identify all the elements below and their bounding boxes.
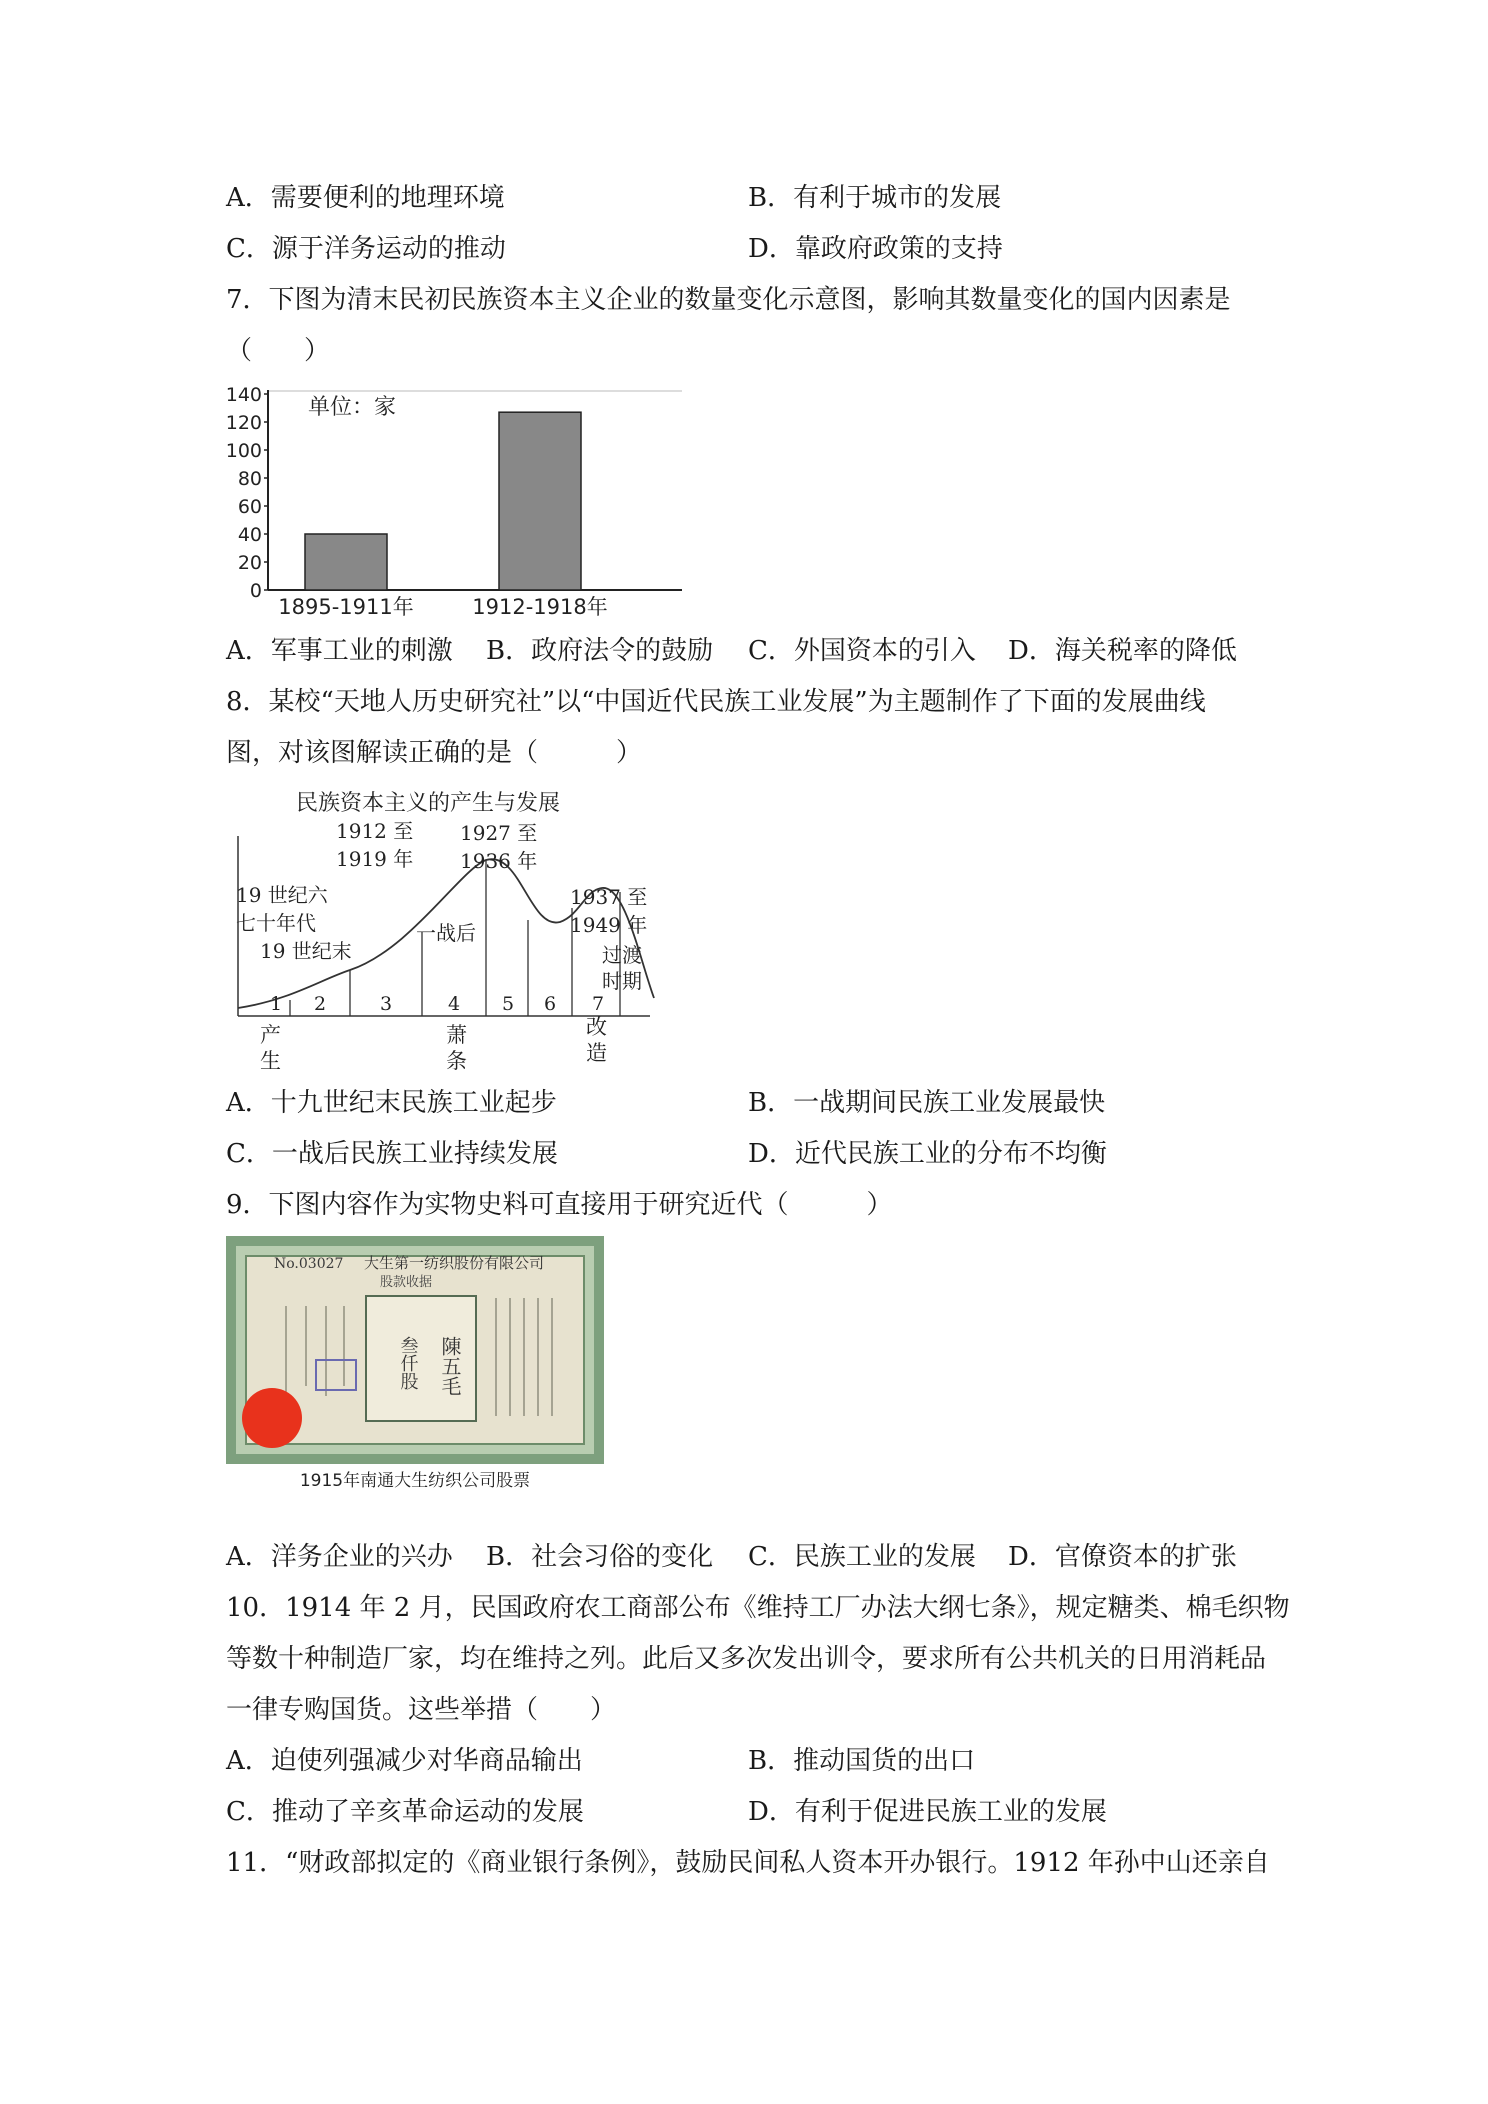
q8-stem-line-2: 图，对该图解读正确的是（ ） bbox=[226, 738, 643, 768]
shareholder-name: 陳五毛 bbox=[438, 1336, 462, 1396]
bar bbox=[499, 412, 581, 590]
stage-number: 7 bbox=[592, 993, 605, 1015]
chart-top-border bbox=[268, 390, 682, 392]
q6-option-a[interactable]: A．需要便利的地理环境 bbox=[226, 183, 505, 213]
bars bbox=[305, 412, 581, 590]
q9-option-d[interactable]: D．官僚资本的扩张 bbox=[1008, 1542, 1237, 1572]
q7-option-d[interactable]: D．海关税率的降低 bbox=[1008, 636, 1237, 666]
label-19c-end: 19 世纪末 bbox=[260, 939, 352, 963]
q7-bar-chart bbox=[222, 384, 684, 620]
stage-number: 3 bbox=[380, 993, 393, 1015]
bottom-label-chan: 产 bbox=[260, 1023, 281, 1047]
q10-option-b[interactable]: B．推动国货的出口 bbox=[748, 1746, 976, 1776]
q9-option-b[interactable]: B．社会习俗的变化 bbox=[486, 1542, 714, 1572]
stage-number: 1 bbox=[270, 993, 283, 1015]
q10-option-d[interactable]: D．有利于促进民族工业的发展 bbox=[748, 1797, 1107, 1827]
q8-development-curve-diagram bbox=[230, 780, 670, 1070]
q6-option-c[interactable]: C．源于洋务运动的推动 bbox=[226, 234, 506, 264]
q7-option-c[interactable]: C．外国资本的引入 bbox=[748, 636, 976, 666]
q8-option-a[interactable]: A．十九世纪末民族工业起步 bbox=[226, 1088, 557, 1118]
q8-option-c[interactable]: C．一战后民族工业持续发展 bbox=[226, 1139, 558, 1169]
label-1937-b: 1949 年 bbox=[570, 913, 648, 937]
bar bbox=[305, 534, 387, 590]
label-1927-b: 1936 年 bbox=[460, 849, 538, 873]
y-tick-label: 100 bbox=[225, 440, 262, 462]
q7-stem-line-2: （ ） bbox=[226, 336, 331, 366]
label-transition-b: 时期 bbox=[602, 969, 642, 993]
q8-option-b[interactable]: B．一战期间民族工业发展最快 bbox=[748, 1088, 1106, 1118]
q10-stem-line-3: 一律专购国货。这些举措（ ） bbox=[226, 1695, 617, 1725]
y-tick-labels bbox=[226, 384, 268, 602]
bottom-label-gai: 改 bbox=[586, 1015, 607, 1039]
q9-option-c[interactable]: C．民族工业的发展 bbox=[748, 1542, 976, 1572]
bottom-label-zao: 造 bbox=[586, 1041, 607, 1065]
q6-option-d[interactable]: D．靠政府政策的支持 bbox=[748, 234, 1003, 264]
q11-stem-line-1: 11．“财政部拟定的《商业银行条例》，鼓励民间私人资本开办银行。1912 年孙中山还亲自 bbox=[226, 1848, 1270, 1878]
y-tick-label: 80 bbox=[237, 468, 262, 490]
red-seal bbox=[242, 1388, 302, 1448]
stage-number: 2 bbox=[314, 993, 327, 1015]
y-tick-label: 60 bbox=[237, 496, 262, 518]
q7-stem-line-1: 7．下图为清末民初民族资本主义企业的数量变化示意图，影响其数量变化的国内因素是 bbox=[226, 285, 1231, 315]
q10-stem-line-2: 等数十种制造厂家，均在维持之列。此后又多次发出训令，要求所有公共机关的日用消耗品 bbox=[226, 1644, 1267, 1674]
q7-option-b[interactable]: B．政府法令的鼓励 bbox=[486, 636, 714, 666]
label-postwar: 一战后 bbox=[416, 921, 476, 945]
share-count: 叁仟股 bbox=[397, 1336, 419, 1390]
stage-number: 5 bbox=[502, 993, 515, 1015]
y-tick-label: 140 bbox=[225, 384, 262, 406]
label-1912-b: 1919 年 bbox=[336, 847, 414, 871]
x-tick-labels bbox=[278, 595, 607, 619]
certificate-subheader: 股款收据 bbox=[379, 1275, 433, 1290]
q10-option-c[interactable]: C．推动了辛亥革命运动的发展 bbox=[226, 1797, 584, 1827]
bottom-label-tiao: 条 bbox=[446, 1049, 467, 1070]
label-1927-a: 1927 至 bbox=[460, 821, 538, 845]
stage-number: 4 bbox=[448, 993, 461, 1015]
bottom-label-xiao: 萧 bbox=[446, 1023, 467, 1047]
label-1860s-a: 19 世纪六 bbox=[236, 883, 328, 907]
stage-number: 6 bbox=[544, 993, 557, 1015]
label-transition-a: 过渡 bbox=[602, 943, 642, 967]
stock-caption: 1915年南通大生纺织公司股票 bbox=[299, 1471, 531, 1491]
y-tick-label: 40 bbox=[237, 524, 262, 546]
q9-stem: 9．下图内容作为实物史料可直接用于研究近代（ ） bbox=[226, 1190, 893, 1220]
y-tick-label: 120 bbox=[225, 412, 262, 434]
certificate-header: 大生第一纺织股份有限公司 bbox=[363, 1254, 544, 1272]
y-tick-label: 0 bbox=[249, 580, 262, 602]
label-1937-a: 1937 至 bbox=[570, 885, 648, 909]
x-tick-label: 1895-1911年 bbox=[278, 595, 414, 619]
y-tick-label: 20 bbox=[237, 552, 262, 574]
q10-stem-line-1: 10．1914 年 2 月，民国政府农工商部公布《维持工厂办法大纲七条》，规定糖类、棉毛织物 bbox=[226, 1593, 1290, 1623]
q7-option-a[interactable]: A．军事工业的刺激 bbox=[226, 636, 453, 666]
certificate-serial: No.03027 bbox=[274, 1256, 344, 1272]
x-tick-label: 1912-1918年 bbox=[472, 595, 608, 619]
q8-option-d[interactable]: D．近代民族工业的分布不均衡 bbox=[748, 1139, 1107, 1169]
label-1912-a: 1912 至 bbox=[336, 819, 414, 843]
label-1860s-b: 七十年代 bbox=[236, 911, 316, 935]
q9-stock-certificate-image bbox=[226, 1236, 604, 1494]
q9-option-a[interactable]: A．洋务企业的兴办 bbox=[226, 1542, 453, 1572]
unit-label: 单位：家 bbox=[308, 395, 397, 420]
bottom-label-sheng: 生 bbox=[260, 1049, 281, 1070]
diagram-title: 民族资本主义的产生与发展 bbox=[296, 791, 561, 816]
q10-option-a[interactable]: A．迫使列强减少对华商品输出 bbox=[226, 1746, 583, 1776]
q6-option-b[interactable]: B．有利于城市的发展 bbox=[748, 183, 1002, 213]
q8-stem-line-1: 8．某校“天地人历史研究社”以“中国近代民族工业发展”为主题制作了下面的发展曲线 bbox=[226, 687, 1206, 717]
